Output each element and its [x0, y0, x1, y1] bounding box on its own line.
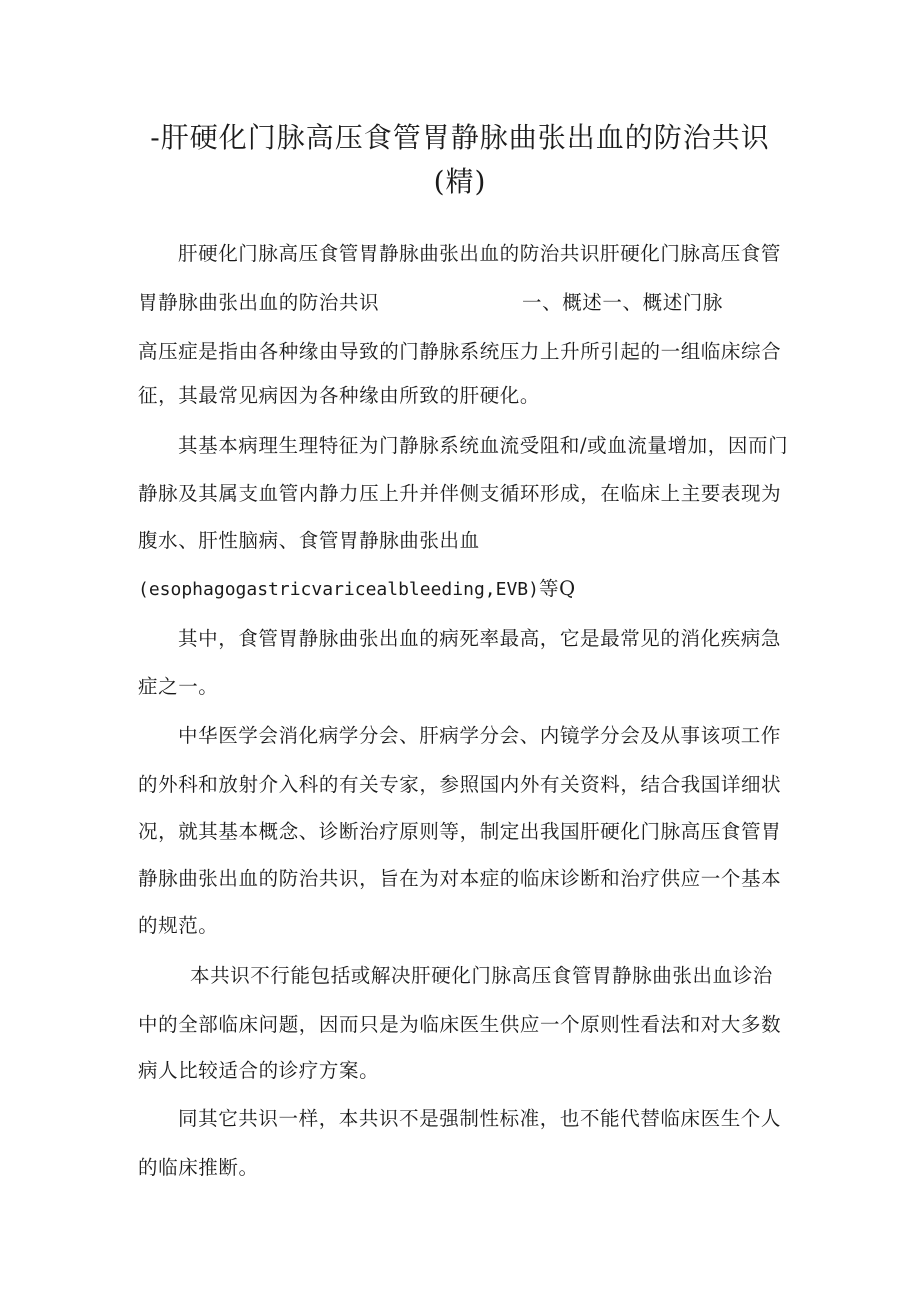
text-line: 况，就其基本概念、诊断治疗原则等，制定出我国肝硬化门脉高压食管胃	[138, 820, 782, 843]
text-line: 中华医学会消化病学分会、肝病学分会、内镜学分会及从事该项工作	[178, 724, 782, 747]
text-line: 的临床推断。	[138, 1156, 259, 1179]
text-line: 的外科和放射介入科的有关专家，参照国内外有关资料，结合我国详细状	[138, 773, 782, 796]
document-title-suffix: (精)	[433, 165, 487, 198]
text-line: 征，其最常见病因为各种缘由所致的肝硬化。	[138, 384, 541, 407]
text-line: 高压症是指由各种缘由导致的门静脉系统压力上升所引起的一组临床综合	[138, 340, 782, 363]
text-line: 肝硬化门脉高压食管胃静脉曲张出血的防治共识肝硬化门脉高压食管	[178, 242, 782, 265]
text-line: 静脉曲张出血的防治共识，旨在为对本症的临床诊断和治疗供应一个基本	[138, 867, 782, 890]
text-line: 中的全部临床问题，因而只是为临床医生供应一个原则性看法和对大多数	[138, 1013, 782, 1036]
text-line: 静脉及其属支血管内静力压上升并伴侧支循环形成，在临床上主要表现为	[138, 482, 782, 505]
text-line: 其基本病理生理特征为门静脉系统血流受阻和/或血流量增加，因而门	[178, 434, 789, 457]
text-line-latin	[138, 573, 576, 601]
text-line: 病人比较适合的诊疗方案。	[138, 1059, 380, 1082]
text-span: (esophagogastricvaricealbleeding,EVB)	[138, 579, 539, 600]
text-line: 本共识不行能包括或解决肝硬化门脉高压食管胃静脉曲张出血诊治	[190, 964, 773, 987]
text-line: 其中，食管胃静脉曲张出血的病死率最高，它是最常见的消化疾病急	[178, 627, 782, 650]
text-line: 一、概述一、概述门脉	[522, 291, 724, 314]
text-line: 腹水、肝性脑病、食管胃静脉曲张出血	[138, 529, 480, 552]
document-title: -肝硬化门脉高压食管胃静脉曲张出血的防治共识	[150, 121, 770, 154]
text-span: 等Q	[538, 577, 576, 600]
text-line: 胃静脉曲张出血的防治共识	[138, 291, 380, 314]
text-line: 同其它共识一样，本共识不是强制性标准，也不能代替临床医生个人	[178, 1107, 782, 1130]
text-line: 症之一。	[138, 675, 219, 698]
text-line: 的规范。	[138, 914, 219, 937]
